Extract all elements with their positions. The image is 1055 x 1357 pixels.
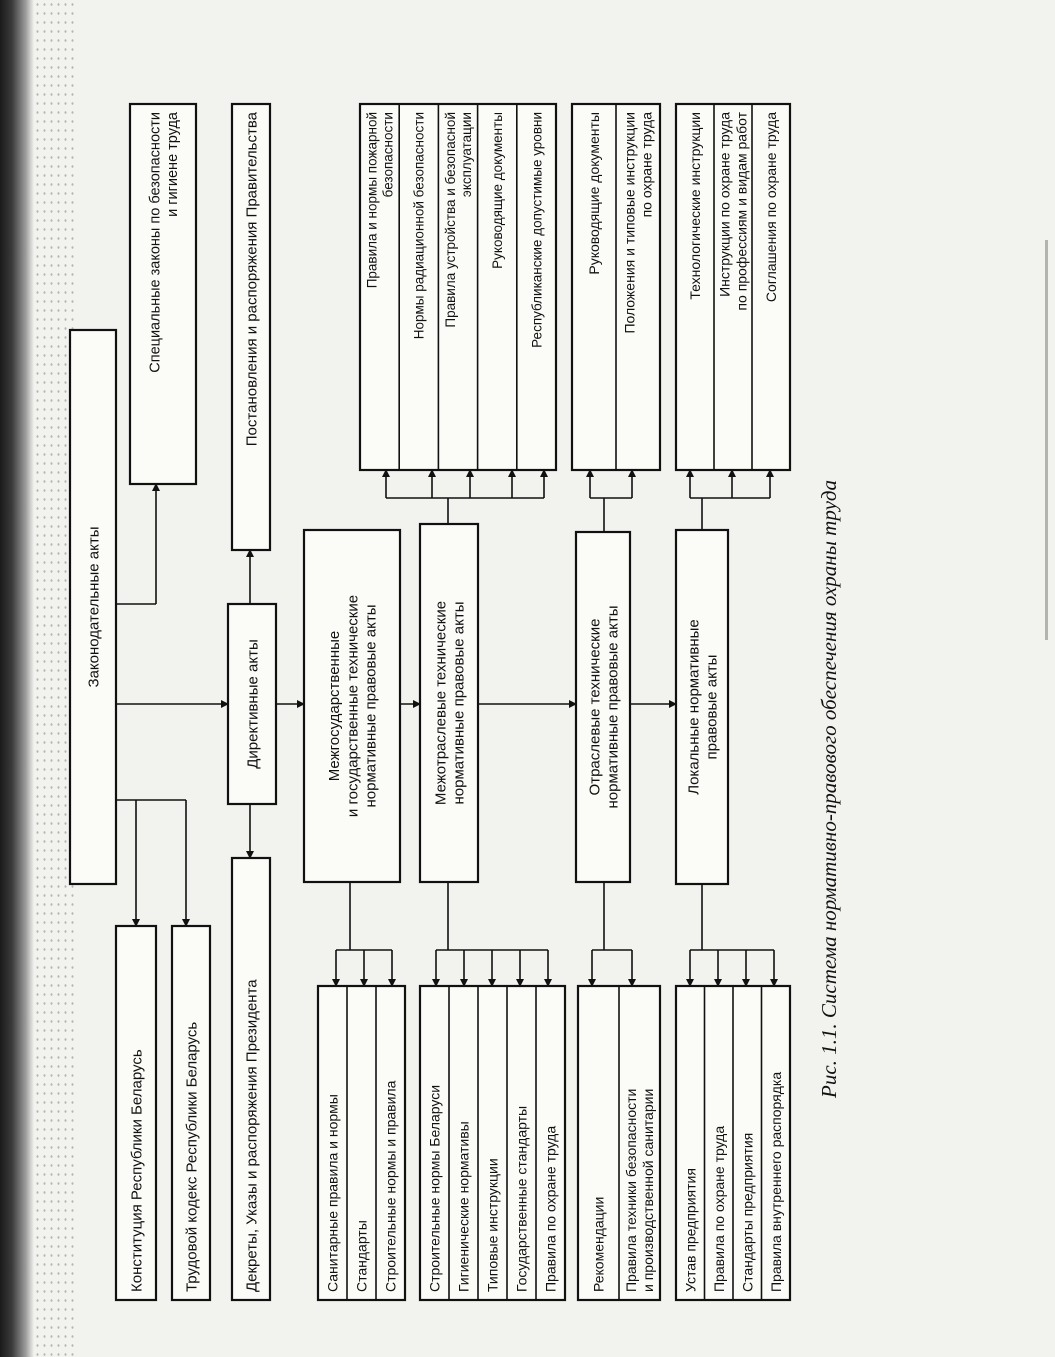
list-interstate-item: Строительные нормы и правила xyxy=(382,1080,399,1292)
list-local-right-item: по профессиям и видам работ xyxy=(733,112,750,311)
box-labor-code-label: Трудовой кодекс Республики Беларусь xyxy=(183,1021,201,1292)
node-local-label: Локальные нормативные xyxy=(685,619,703,795)
node-intersectoral-label: Межотраслевые технические xyxy=(432,600,450,806)
node-interstate-label: и государственные технические xyxy=(344,594,362,818)
list-local-right-item: Соглашения по охране труда xyxy=(763,112,780,303)
list-sectoral-left-item: Правила техники безопасности xyxy=(623,1088,640,1292)
list-intersectoral-right-item: Республиканские допустимые уровни xyxy=(529,112,545,348)
list-intersectoral-right-item: Руководящие документы xyxy=(490,112,506,269)
figure-caption: Рис. 1.1. Система нормативно-правового обеспечения охраны труда xyxy=(817,480,841,1098)
list-local-left-item: Правила внутреннего распорядка xyxy=(767,1071,784,1292)
list-local-left-item: Устав предприятия xyxy=(682,1168,699,1292)
list-interstate-item: Санитарные правила и нормы xyxy=(324,1094,341,1292)
node-sectoral-label: Отраслевые технические xyxy=(586,618,604,796)
list-intersectoral-left-item: Строительные нормы Беларуси xyxy=(426,1084,443,1292)
node-directive-label: Директивные акты xyxy=(244,639,262,769)
node-intersectoral-label: нормативные правовые акты xyxy=(450,601,468,805)
box-special-laws-label: Специальные законы по безопасности xyxy=(147,112,164,373)
list-sectoral-right-item: Положения и типовые инструкции xyxy=(621,112,638,334)
list-intersectoral-right-item: Нормы радиационной безопасности xyxy=(411,112,427,340)
box-decrees-label: Декреты, Указы и распоряжения Президента xyxy=(243,979,261,1292)
list-sectoral-right-item: по охране труда xyxy=(638,112,655,218)
list-intersectoral-left-item: Государственные стандарты xyxy=(513,1105,530,1292)
list-sectoral-right-item: Руководящие документы xyxy=(586,112,603,275)
box-special-laws-label: и гигиене труда xyxy=(165,112,182,217)
list-intersectoral-left-item: Гигиенические нормативы xyxy=(455,1121,472,1292)
list-intersectoral-right-item: Правила и нормы пожарной xyxy=(364,112,380,289)
node-legislative-label: Законодательные акты xyxy=(85,526,103,688)
node-interstate-label: Межгосударственные xyxy=(326,630,344,782)
list-intersectoral-left-item: Правила по охране труда xyxy=(542,1125,559,1292)
list-intersectoral-right-item: эксплуатации xyxy=(458,111,474,198)
list-local-right-item: Инструкции по охране труда xyxy=(716,112,733,297)
list-intersectoral-right-item: безопасности xyxy=(380,112,396,198)
box-government-label: Постановления и распоряжения Правительства xyxy=(243,112,261,447)
list-local-left-item: Правила по охране труда xyxy=(710,1125,727,1292)
list-local-left-item: Стандарты предприятия xyxy=(739,1132,756,1292)
box-constitution-label: Конституция Республики Беларусь xyxy=(128,1049,146,1292)
list-sectoral-left-item: Рекомендации xyxy=(590,1196,607,1292)
list-sectoral-left-item: и производственной санитарии xyxy=(639,1088,656,1292)
node-local-label: правовые акты xyxy=(703,654,721,760)
list-interstate-item: Стандарты xyxy=(353,1220,370,1292)
node-interstate-label: нормативные правовые акты xyxy=(362,604,380,808)
list-intersectoral-right-item: Правила устройства и безопасной xyxy=(442,112,458,328)
list-intersectoral-left-item: Типовые инструкции xyxy=(484,1158,501,1292)
node-sectoral-label: нормативные правовые акты xyxy=(604,605,622,809)
list-local-right-item: Технологические инструкции xyxy=(687,112,704,300)
